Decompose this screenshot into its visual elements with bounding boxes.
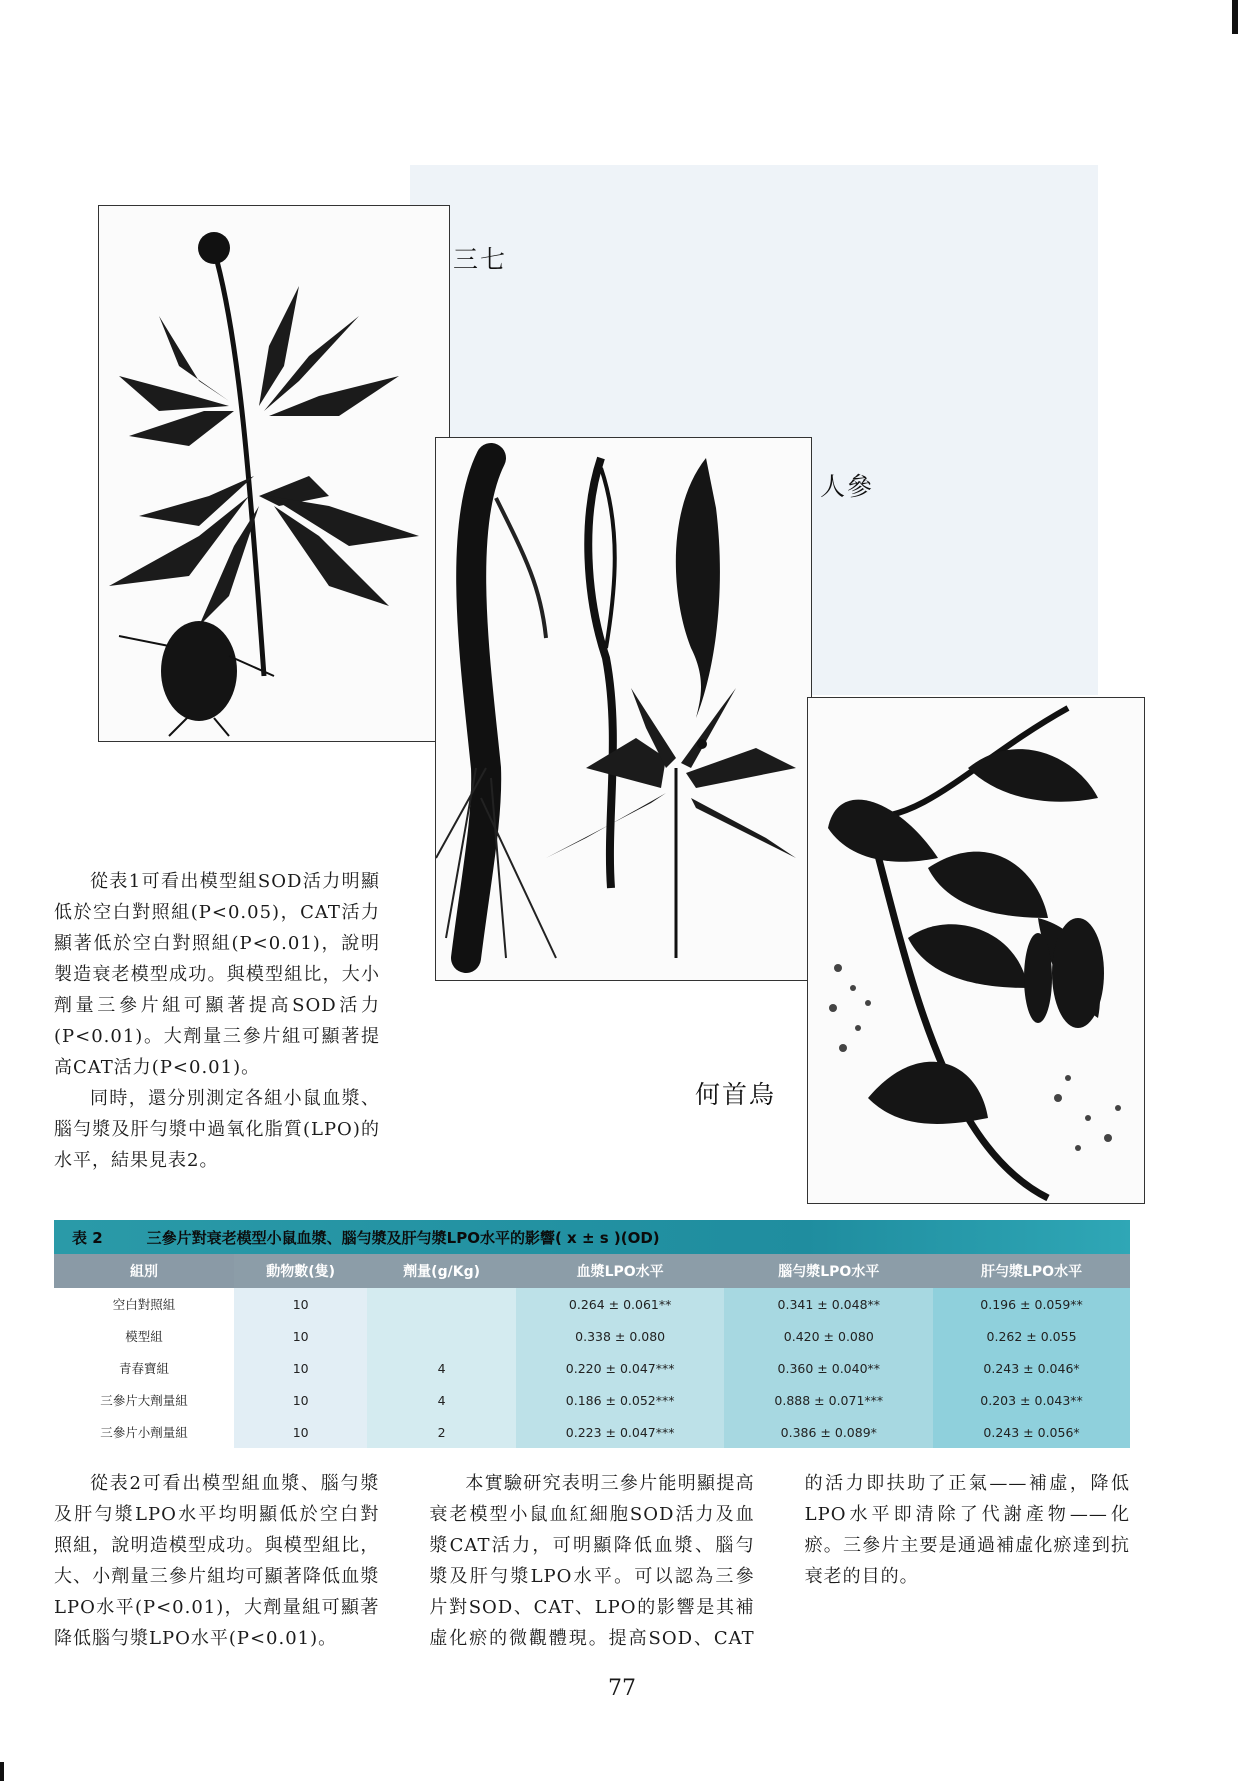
- table-cell: 0.243 ± 0.056*: [933, 1416, 1130, 1448]
- table-cell: 0.360 ± 0.040**: [724, 1352, 933, 1384]
- table-cell: 0.888 ± 0.071***: [724, 1384, 933, 1416]
- table-cell: [367, 1320, 515, 1352]
- paragraph: 本實驗研究表明三參片能明顯提高衰老模型小鼠血紅細胞SOD活力及血漿CAT活力，可明顯降低血漿、腦勻漿及肝勻漿LPO水平。可以認為三參片對SOD、CAT、LPO的影響是其補虛化瘀的微觀體現。提高SOD、CAT的活力即扶助了正氣——補虛，降低LPO水平即清除了代謝產物——化瘀。三參片主要是通過補虛化瘀達到抗衰老的目的。: [429, 1473, 1130, 1649]
- renshen-illustration: [436, 438, 811, 980]
- table-cell: 10: [234, 1416, 367, 1448]
- page-number: 77: [608, 1676, 636, 1701]
- table-row: [54, 1384, 1130, 1416]
- scan-edge-mark: [1232, 0, 1238, 34]
- table-cell: 10: [234, 1320, 367, 1352]
- table-cell: 2: [367, 1416, 515, 1448]
- table-cell: 0.420 ± 0.080: [724, 1320, 933, 1352]
- table-row: [54, 1416, 1130, 1448]
- table-cell: 0.262 ± 0.055: [933, 1320, 1130, 1352]
- table-cell: 10: [234, 1384, 367, 1416]
- table-cell: 0.338 ± 0.080: [516, 1320, 725, 1352]
- table-cell: 空白對照組: [54, 1288, 234, 1320]
- table-cell: 0.264 ± 0.061**: [516, 1288, 725, 1320]
- bottom-columns-text: [54, 1468, 1130, 1660]
- figure-heshouwu: [807, 697, 1145, 1204]
- table-cell: 0.186 ± 0.052***: [516, 1384, 725, 1416]
- table-cell: 三參片大劑量組: [54, 1384, 234, 1416]
- column-header: 腦勻漿LPO水平: [724, 1254, 933, 1288]
- left-column-text: [54, 866, 380, 1176]
- table-cell: 0.220 ± 0.047***: [516, 1352, 725, 1384]
- table-cell: 4: [367, 1352, 515, 1384]
- paragraph: 從表1可看出模型組SOD活力明顯低於空白對照組(P<0.05)，CAT活力顯著低於空白對照組(P<0.01)，說明製造衰老模型成功。與模型組比，大小劑量三參片組可顯著提高SOD活力(P<0.01)。大劑量三參片組可顯著提高CAT活力(P<0.01)。: [54, 871, 380, 1078]
- label-heshouwu: 何首烏: [695, 1080, 777, 1109]
- column-header: 劑量(g/Kg): [367, 1254, 515, 1288]
- table-row: [54, 1288, 1130, 1320]
- table-row: [54, 1352, 1130, 1384]
- table-title-bar: [54, 1220, 1130, 1254]
- table-cell: 0.203 ± 0.043**: [933, 1384, 1130, 1416]
- label-sanqi: 三七: [453, 245, 508, 274]
- table-cell: 模型組: [54, 1320, 234, 1352]
- table-cell: 10: [234, 1288, 367, 1320]
- figure-renshen: [435, 437, 812, 981]
- column-header: 動物數(隻): [234, 1254, 367, 1288]
- figure-sanqi: [98, 205, 450, 742]
- table-cell: 三參片小劑量組: [54, 1416, 234, 1448]
- heshouwu-illustration: [808, 698, 1144, 1203]
- table-cell: 4: [367, 1384, 515, 1416]
- label-renshen: 人參: [820, 472, 875, 501]
- table-row: [54, 1320, 1130, 1352]
- table-cell: 0.243 ± 0.046*: [933, 1352, 1130, 1384]
- table-cell: 0.386 ± 0.089*: [724, 1416, 933, 1448]
- data-table: [54, 1254, 1130, 1448]
- table-cell: 0.196 ± 0.059**: [933, 1288, 1130, 1320]
- paragraph: 同時，還分別測定各組小鼠血漿、腦勻漿及肝勻漿中過氧化脂質(LPO)的水平，結果見表2。: [54, 1088, 380, 1171]
- table-2: [54, 1220, 1130, 1448]
- table-cell: 0.341 ± 0.048**: [724, 1288, 933, 1320]
- scan-edge-mark: [0, 1762, 4, 1781]
- table-cell: 青春寶組: [54, 1352, 234, 1384]
- sanqi-illustration: [99, 206, 449, 741]
- table-header-row: [54, 1254, 1130, 1288]
- table-number: 表 2: [72, 1228, 103, 1247]
- table-cell: 10: [234, 1352, 367, 1384]
- column-header: 組別: [54, 1254, 234, 1288]
- paragraph: 從表2可看出模型組血漿、腦勻漿及肝勻漿LPO水平均明顯低於空白對照組，說明造模型成功。與模型組比，大、小劑量三參片組均可顯著降低血漿LPO水平(P<0.01)，大劑量組可顯著降低腦勻漿LPO水平(P<0.01)。: [54, 1473, 380, 1649]
- table-cell: [367, 1288, 515, 1320]
- table-cell: 0.223 ± 0.047***: [516, 1416, 725, 1448]
- table-title: 三參片對衰老模型小鼠血漿、腦勻漿及肝勻漿LPO水平的影響( x ± s )(OD): [146, 1228, 660, 1247]
- column-header: 血漿LPO水平: [516, 1254, 725, 1288]
- column-header: 肝勻漿LPO水平: [933, 1254, 1130, 1288]
